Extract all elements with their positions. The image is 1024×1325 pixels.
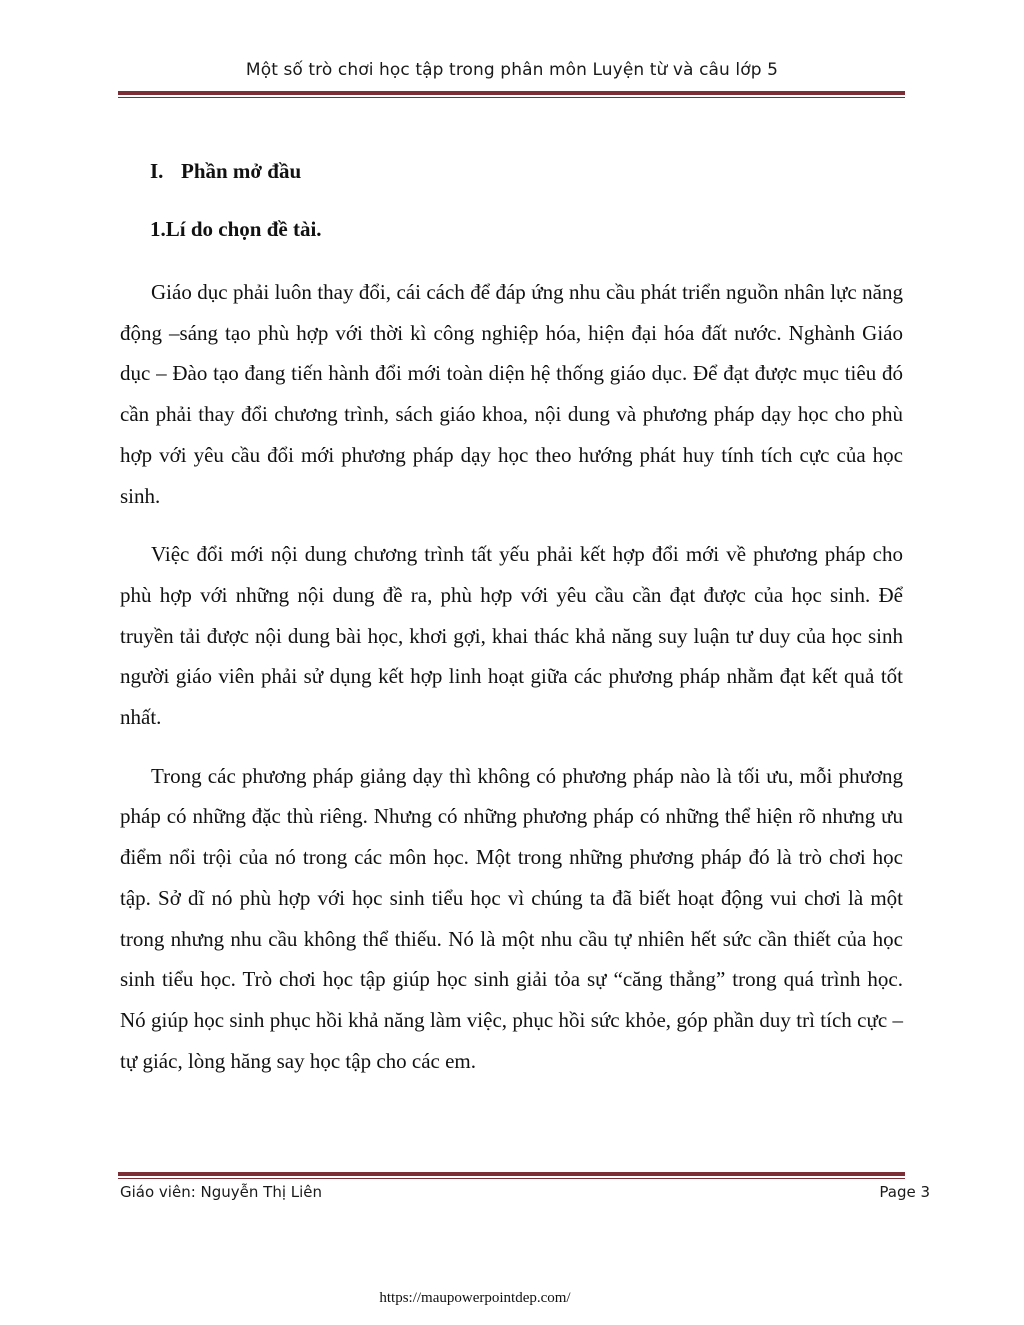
section-number: I. — [150, 159, 164, 183]
footer-author: Giáo viên: Nguyễn Thị Liên — [120, 1183, 323, 1201]
source-url: https://maupowerpointdep.com/ — [379, 1290, 571, 1306]
running-header: Một số trò chơi học tập trong phân môn Luyện từ và câu lớp 5 — [245, 60, 779, 80]
header-divider — [118, 91, 905, 98]
paragraph: Trong các phương pháp giảng dạy thì không có phương pháp nào là tối ưu, mỗi phương pháp có những đặc thù riêng. Nhưng có những phương pháp có những thể hiện rõ nhưng ưu điểm nổi trội của nó trong các môn học. Một trong những phương pháp đó là trò chơi học tập. Sở dĩ nó phù hợp với học sinh tiểu học vì chúng ta đã biết hoạt động vui chơi là một trong nhưng nhu cầu không thể thiếu. Nó là một nhu cầu tự nhiên hết sức cần thiết của học sinh tiểu học. Trò chơi học tập giúp học sinh giải tỏa sự “căng thẳng” trong quá trình học. Nó giúp học sinh phục hồi khả năng làm việc, phục hồi sức khỏe, góp phần duy trì tích cực – tự giác, lòng hăng say học tập cho các em. — [120, 763, 903, 1073]
section-heading — [150, 153, 903, 189]
page-body — [120, 153, 903, 1081]
section-title: Phần mở đầu — [181, 159, 302, 183]
paragraph: Giáo dục phải luôn thay đổi, cái cách để đáp ứng nhu cầu phát triển nguồn nhân lực năng động –sáng tạo phù hợp với thời kì công nghiệp hóa, hiện đại hóa đất nước. Nghành Giáo dục – Đào tạo đang tiến hành đổi mới toàn diện hệ thống giáo dục. Để đạt được mục tiêu đó cần phải thay đổi chương trình, sách giáo khoa, nội dung và phương pháp dạy học cho phù hợp với yêu cầu đổi mới phương pháp dạy học theo hướng phát huy tính tích cực của học sinh. — [120, 280, 903, 508]
footer-divider — [118, 1172, 905, 1179]
page-number: Page 3 — [879, 1183, 930, 1201]
subsection-heading: 1.Lí do chọn đề tài. — [150, 217, 322, 241]
paragraph: Việc đổi mới nội dung chương trình tất yếu phải kết hợp đổi mới về phương pháp cho phù hợp với những nội dung đề ra, phù hợp với yêu cầu cần đạt được của học sinh. Để truyền tải được nội dung bài học, khơi gợi, khai thác khả năng suy luận tư duy của học sinh người giáo viên phải sử dụng kết hợp linh hoạt giữa các phương pháp nhằm đạt kết quả tốt nhất. — [120, 542, 903, 730]
